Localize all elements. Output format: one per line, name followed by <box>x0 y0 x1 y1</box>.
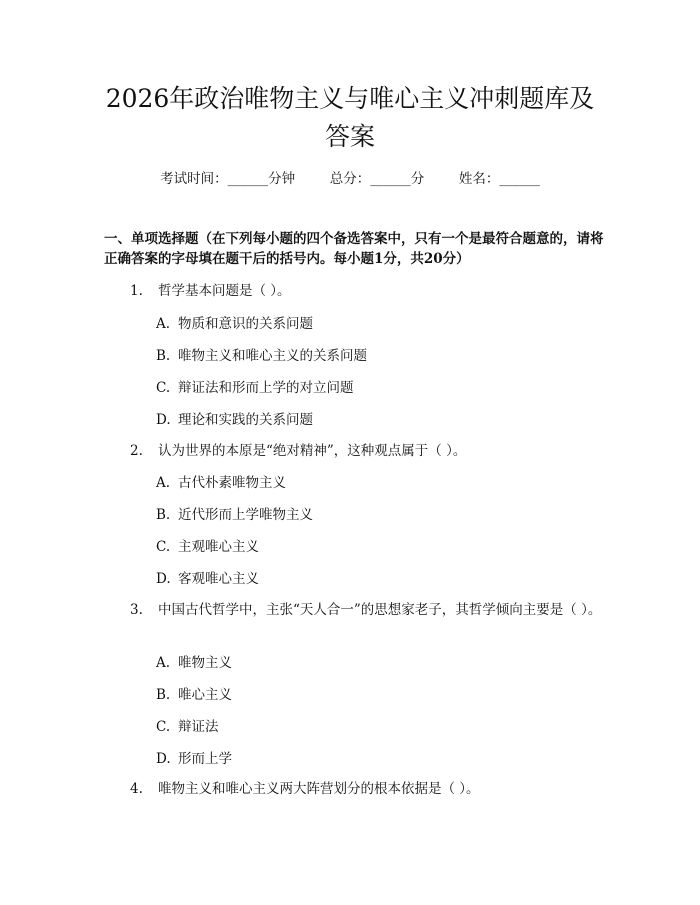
option-text: 主观唯心主义 <box>178 539 259 555</box>
question-stem <box>104 600 604 621</box>
option-letter: C. <box>156 539 171 555</box>
answer-option <box>156 570 596 588</box>
option-letter: A. <box>156 316 171 332</box>
total-score-field: 总分：______分 <box>329 171 425 187</box>
section-heading: 一、单项选择题（在下列每小题的四个备选答案中，只有一个是最符合题意的，请将正确答案的字母填在题干后的括号内。每小题1分，共20分） <box>104 231 604 267</box>
question-text: 中国古代哲学中，主张“天人合一”的思想家老子，其哲学倾向主要是（ ）。 <box>158 602 602 618</box>
option-text: 辩证法和形而上学的对立问题 <box>178 380 354 396</box>
option-text: 理论和实践的关系问题 <box>178 412 313 428</box>
title-line-2: 答案 <box>324 122 375 151</box>
answer-option <box>156 686 596 704</box>
question-number: 2. <box>130 443 143 459</box>
option-letter: A. <box>156 655 171 671</box>
option-letter: B. <box>156 687 171 703</box>
exam-meta-line <box>0 170 700 188</box>
question-stem <box>104 441 604 462</box>
exam-time-field: 考试时间：______分钟 <box>160 171 296 187</box>
question-stem <box>104 281 604 302</box>
option-text: 形而上学 <box>178 751 232 767</box>
option-letter: B. <box>156 507 171 523</box>
answer-option <box>156 718 596 736</box>
answer-option <box>156 474 596 492</box>
option-letter: C. <box>156 380 171 396</box>
option-text: 唯心主义 <box>178 687 232 703</box>
option-text: 辩证法 <box>178 719 219 735</box>
question-text: 哲学基本问题是（ ）。 <box>158 283 291 299</box>
option-text: 唯物主义和唯心主义的关系问题 <box>178 348 367 364</box>
answer-option <box>156 506 596 524</box>
option-text: 客观唯心主义 <box>178 571 259 587</box>
question-number: 4. <box>130 781 143 797</box>
option-letter: C. <box>156 719 171 735</box>
question-number: 1. <box>130 283 143 299</box>
option-letter: D. <box>156 571 171 587</box>
document-title <box>60 80 640 156</box>
answer-option <box>156 750 596 768</box>
answer-option <box>156 654 596 672</box>
option-letter: D. <box>156 412 171 428</box>
answer-option <box>156 315 596 333</box>
option-text: 唯物主义 <box>178 655 232 671</box>
option-text: 近代形而上学唯物主义 <box>178 507 313 523</box>
option-letter: B. <box>156 348 171 364</box>
question-stem <box>104 779 604 800</box>
question-text: 认为世界的本原是“绝对精神”，这种观点属于（ ）。 <box>158 443 467 459</box>
title-line-1: 2026年政治唯物主义与唯心主义冲刺题库及 <box>105 84 595 113</box>
answer-option <box>156 411 596 429</box>
name-field: 姓名：______ <box>458 171 540 187</box>
option-letter: A. <box>156 475 171 491</box>
option-text: 物质和意识的关系问题 <box>178 316 313 332</box>
option-text: 古代朴素唯物主义 <box>178 475 286 491</box>
option-letter: D. <box>156 751 171 767</box>
question-number: 3. <box>130 602 143 618</box>
answer-option <box>156 379 596 397</box>
answer-option <box>156 347 596 365</box>
answer-option <box>156 538 596 556</box>
question-text: 唯物主义和唯心主义两大阵营划分的根本依据是（ ）。 <box>158 781 480 797</box>
